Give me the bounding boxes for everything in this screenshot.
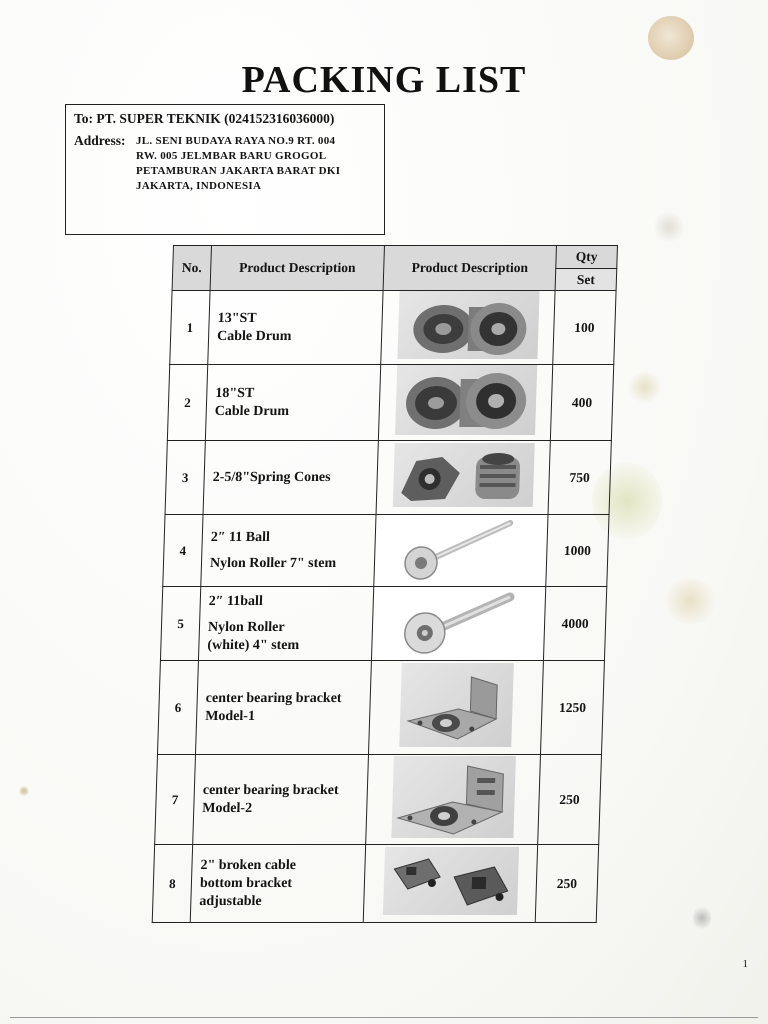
- description-line: center bearing bracket: [205, 690, 342, 706]
- header-product-image: Product Description: [383, 246, 556, 291]
- table-row: [165, 441, 611, 515]
- description-line: adjustable: [199, 893, 262, 909]
- row-image-cell: [363, 845, 537, 923]
- description-line: 2″ 11 Ball: [210, 529, 271, 545]
- row-description: [205, 365, 380, 441]
- row-qty: 100: [553, 291, 616, 365]
- speck-stain: [693, 906, 711, 930]
- row-description: [208, 291, 383, 365]
- row-qty: 400: [550, 365, 613, 441]
- header-product-description: Product Description: [210, 246, 384, 291]
- table-row: [160, 587, 606, 661]
- row-number: 6: [157, 661, 198, 755]
- cable-drum-image: [397, 291, 539, 359]
- row-image-cell: [374, 515, 548, 587]
- nylon-roller-image: [390, 515, 532, 586]
- description-line: Nylon Roller 7" stem: [209, 555, 337, 571]
- row-qty: 250: [538, 755, 602, 845]
- speck-stain: [654, 212, 684, 242]
- description-line: center bearing bracket: [202, 782, 339, 798]
- description-line: Model-2: [202, 800, 253, 816]
- address-row: [74, 133, 376, 194]
- recipient-name: To: PT. SUPER TEKNIK (024152316036000): [74, 111, 335, 126]
- dot-stain: [19, 786, 29, 796]
- bearing-bracket-image: [399, 663, 514, 747]
- row-image-cell: [376, 441, 550, 515]
- page-bottom-edge: [10, 1017, 758, 1018]
- row-qty: 4000: [543, 587, 606, 661]
- header-no: No.: [172, 246, 211, 291]
- bottom-bracket-image: [382, 847, 518, 915]
- address-label: Address:: [74, 133, 126, 148]
- row-number: 2: [167, 365, 207, 441]
- table-row: [163, 515, 609, 587]
- description-line: 2″ 11ball: [208, 593, 264, 609]
- table-row: [167, 365, 613, 441]
- row-number: 4: [163, 515, 203, 587]
- row-number: 3: [165, 441, 205, 515]
- spring-cones-image: [392, 443, 534, 507]
- header-qty-unit: Set: [555, 269, 617, 291]
- description-line: Nylon Roller: [207, 619, 285, 635]
- row-number: 7: [155, 755, 196, 845]
- table-row: [157, 661, 604, 755]
- table-header-row: [173, 246, 618, 269]
- row-image-cell: [378, 365, 552, 441]
- row-image-cell: [368, 661, 543, 755]
- table-row: [170, 291, 616, 365]
- address-line: JAKARTA, INDONESIA: [136, 180, 262, 192]
- row-number: 5: [160, 587, 200, 661]
- row-qty: 1250: [540, 661, 604, 755]
- header-qty: Qty: [556, 246, 618, 269]
- row-image-cell: [381, 291, 555, 365]
- coffee-stain: [648, 16, 694, 60]
- page-number: 1: [742, 958, 748, 970]
- row-description: [198, 587, 373, 661]
- row-description: [190, 845, 365, 923]
- row-qty: 250: [535, 845, 598, 923]
- green-stain: [628, 372, 662, 402]
- description-line: 2-5/8"Spring Cones: [212, 469, 331, 485]
- row-image-cell: [371, 587, 545, 661]
- nylon-roller-image: [387, 587, 529, 660]
- description-line: 13"ST: [217, 310, 257, 326]
- row-number: 8: [152, 845, 192, 923]
- cable-drum-image: [395, 365, 537, 435]
- packing-table: [152, 245, 618, 923]
- bearing-bracket-image: [391, 756, 516, 838]
- table-row: [152, 845, 598, 923]
- description-line: 2" broken cable: [200, 857, 297, 873]
- description-line: Cable Drum: [216, 328, 292, 344]
- page-title: PACKING LIST: [241, 59, 527, 101]
- description-line: bottom bracket: [199, 875, 293, 891]
- row-image-cell: [366, 755, 541, 845]
- address-line: PETAMBURAN JAKARTA BARAT DKI: [136, 165, 341, 177]
- address-text: [136, 133, 340, 194]
- row-qty: 750: [548, 441, 611, 515]
- recipient-address-box: [65, 104, 385, 235]
- tan-stain: [664, 578, 716, 624]
- row-qty: 1000: [546, 515, 609, 587]
- row-number: 1: [170, 291, 210, 365]
- row-description: [201, 515, 376, 587]
- table-row: [155, 755, 602, 845]
- description-line: Model-1: [204, 708, 256, 724]
- description-line: 18"ST: [215, 385, 255, 401]
- row-description: [195, 661, 371, 755]
- address-line: RW. 005 JELMBAR BARU GROGOL: [136, 150, 327, 162]
- description-line: Cable Drum: [214, 403, 290, 419]
- description-line: (white) 4" stem: [207, 637, 300, 653]
- row-description: [193, 755, 369, 845]
- address-line: JL. SENI BUDAYA RAYA NO.9 RT. 004: [136, 135, 336, 147]
- row-description: [203, 441, 378, 515]
